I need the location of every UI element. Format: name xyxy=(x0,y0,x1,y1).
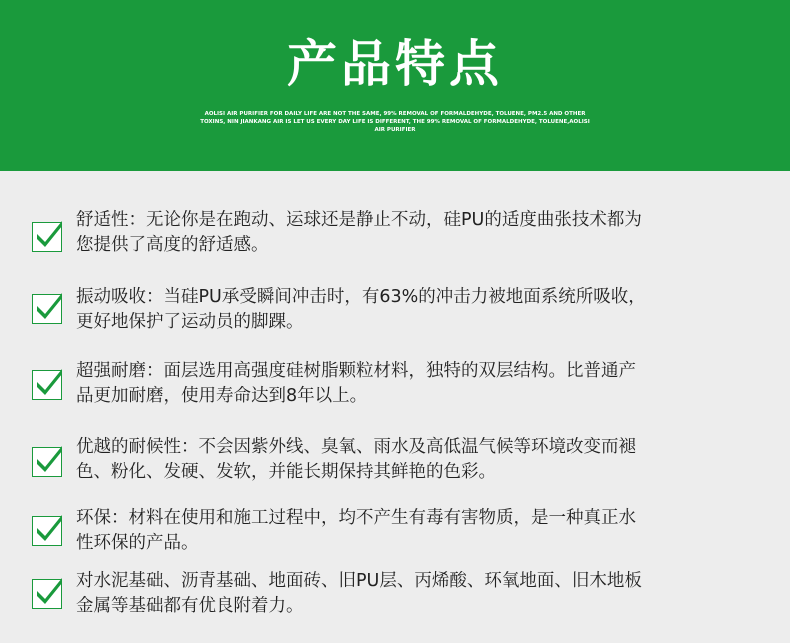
checkmark-icon xyxy=(32,516,62,546)
feature-item-wear-resistance xyxy=(0,359,790,419)
feature-item-shock-absorption xyxy=(0,285,790,345)
feature-line: 品更加耐磨，使用寿命达到8年以上。 xyxy=(76,386,368,406)
checkmark-icon xyxy=(32,370,62,400)
feature-text xyxy=(76,208,766,258)
feature-line: 色、粉化、发硬、发软，并能长期保持其鲜艳的色彩。 xyxy=(76,462,496,482)
feature-line: 超强耐磨：面层选用高强度硅树脂颗粒材料，独特的双层结构。比普通产 xyxy=(76,361,636,381)
checkmark-icon xyxy=(32,447,62,477)
feature-line: 更好地保护了运动员的脚踝。 xyxy=(76,312,304,332)
feature-line: 金属等基础都有优良附着力。 xyxy=(76,596,304,616)
feature-text xyxy=(76,506,766,556)
feature-item-weather-resistance xyxy=(0,435,790,495)
feature-line: 舒适性：无论你是在跑动、运球还是静止不动，硅PU的适度曲张技术都为 xyxy=(76,210,642,230)
feature-line: 对水泥基础、沥青基础、地面砖、旧PU层、丙烯酸、环氧地面、旧木地板 xyxy=(76,571,642,591)
feature-line: 环保：材料在使用和施工过程中，均不产生有毒有害物质，是一种真正水 xyxy=(76,508,636,528)
feature-text xyxy=(76,359,766,409)
feature-item-adhesion xyxy=(0,569,790,629)
feature-text xyxy=(76,285,766,335)
feature-line: 优越的耐候性：不会因紫外线、臭氧、雨水及高低温气候等环境改变而褪 xyxy=(76,437,636,457)
feature-line: 振动吸收：当硅PU承受瞬间冲击时，有63%的冲击力被地面系统所吸收， xyxy=(76,287,646,307)
feature-item-comfort xyxy=(0,208,790,268)
feature-line: 性环保的产品。 xyxy=(76,533,199,553)
checkmark-icon xyxy=(32,222,62,252)
page-title: 产品特点 xyxy=(287,35,503,93)
feature-line: 您提供了高度的舒适感。 xyxy=(76,235,269,255)
header-subtitle: AOLISI AIR PURIFIER FOR DAILY LIFE ARE NOT THE SAME, 99% REMOVAL OF FORMALDEHYDE, TOLUENE, PM2.5 AND OTHER TOXINS, NIN JIANKANG AIR IS LET US EVERY DAY LIFE IS DIFFERENT, THE 99% REMOVAL OF FORMALDEHYDE, TOLUENE,AOLISI AIR PURIFIER xyxy=(200,111,590,133)
checkmark-icon xyxy=(32,294,62,324)
feature-item-eco-friendly xyxy=(0,506,790,566)
feature-text xyxy=(76,569,766,619)
checkmark-icon xyxy=(32,579,62,609)
header-banner xyxy=(0,0,790,171)
feature-text xyxy=(76,435,766,485)
